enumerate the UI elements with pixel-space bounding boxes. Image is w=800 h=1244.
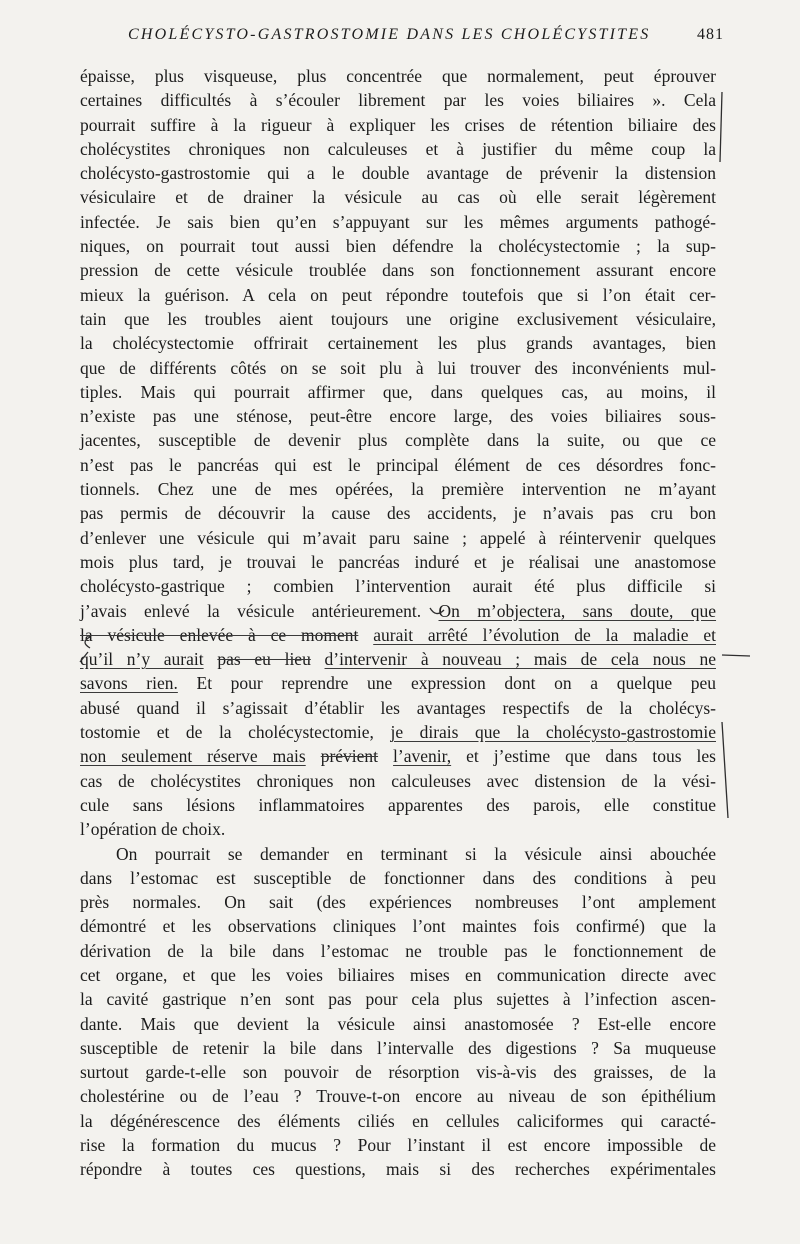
- text-line: répondre à toutes ces questions, mais si des recherches expérimentales: [80, 1159, 716, 1180]
- text-line: d’enlever une vésicule qui m’avait paru saine ; appelé à réintervenir quelques: [80, 527, 716, 548]
- underlined-passage: l’avenir,: [393, 746, 452, 767]
- text-line: tiples. Mais qui pourrait affirmer que, dans quelques cas, au moins, il: [80, 381, 716, 402]
- underlined-passage: d’intervenir à nouveau ; mais de cela nous ne: [324, 649, 716, 670]
- text-line: [80, 720, 716, 744]
- text-line: mieux la guérison. A cela on peut répondre toutefois que si l’on était cer-: [80, 284, 716, 305]
- text-line: l’opération de choix.: [80, 819, 226, 840]
- text-line: mois plus tard, je trouvai le pancréas induré et je réalisai une anastomose: [80, 551, 716, 572]
- text-line: près normales. On sait (des expériences nombreuses l’ont amplement: [80, 892, 716, 913]
- text-line: On pourrait se demander en terminant si la vésicule ainsi abouchée: [116, 843, 716, 864]
- text-segment: Et pour reprendre une expression dont on a quelque peu: [196, 673, 716, 694]
- underlined-passage: On m’objectera, sans doute, que: [438, 600, 717, 621]
- text-line: certaines difficultés à s’écouler librement par les voies biliaires ». Cela: [80, 90, 716, 111]
- underlined-passage: non seulement réserve mais: [80, 746, 306, 767]
- text-line: pression de cette vésicule troublée dans son fonctionnement assurant encore: [80, 260, 716, 281]
- text-line: dante. Mais que devient la vésicule ainsi anastomosée ? Est-elle encore: [80, 1013, 716, 1034]
- margin-mark-line: [722, 655, 750, 656]
- text-line: la dégénérescence des éléments ciliés en cellules caliciformes qui caracté-: [80, 1110, 716, 1131]
- text-line: pas permis de découvrir la cause des accidents, je n’avais pas cru bon: [80, 503, 716, 524]
- running-title: CHOLÉCYSTO-GASTROSTOMIE DANS LES CHOLÉCYSTITES: [128, 26, 651, 43]
- text-line: tionnels. Chez une de mes opérées, la première intervention ne m’ayant: [80, 479, 716, 500]
- text-segment: et j’estime que dans tous les: [466, 746, 716, 767]
- text-line: [80, 623, 716, 647]
- text-line: épaisse, plus visqueuse, plus concentrée que normalement, peut éprouver: [80, 66, 716, 86]
- text-line: démontré et les observations cliniques l’ont maintes fois confirmé) que la: [80, 916, 716, 937]
- text-line: cholécysto-gastrostomie qui a le double avantage de prévenir la distension: [80, 163, 716, 184]
- body-text: [80, 64, 716, 1182]
- text-line: cet organe, et que les voies biliaires mises en communication directe avec: [80, 964, 716, 985]
- text-line: abusé quand il s’agissait d’établir les avantages respectifs de la cholécys-: [80, 697, 716, 718]
- text-line: dans l’estomac est susceptible de fonctionner dans des conditions à peu: [80, 867, 716, 888]
- struck-passage: pas eu lieu: [217, 649, 311, 670]
- text-line: cule sans lésions inflammatoires apparentes des parois, elle constitue: [80, 794, 716, 815]
- text-line: n’existe pas une sténose, peut-être encore large, des voies biliaires sous-: [80, 406, 716, 427]
- underlined-passage: aurait arrêté l’évolution de la maladie et: [373, 624, 716, 645]
- underlined-passage: qu’il n’y aurait: [80, 649, 204, 670]
- text-line: cas de cholécystites chroniques non calculeuses avec distension de la vési-: [80, 770, 716, 791]
- text-line: tain que les troubles aient toujours une origine exclusivement vésiculaire,: [80, 308, 716, 329]
- text-line: cholécysto-gastrique ; combien l’intervention aurait été plus difficile si: [80, 576, 716, 597]
- text-line: la cholécystectomie offrirait certainement les plus grands avantages, bien: [80, 333, 716, 354]
- text-line: [80, 647, 716, 671]
- text-line: susceptible de retenir la bile dans l’intervalle des digestions ? Sa muqueuse: [80, 1037, 716, 1058]
- text-line: [80, 671, 716, 695]
- margin-mark-line: [722, 722, 728, 818]
- text-line: cholécystites chroniques non calculeuses et à justifier du même coup la: [80, 138, 716, 159]
- text-line: cholestérine ou de l’eau ? Trouve-t-on encore au niveau de son épithélium: [80, 1086, 716, 1107]
- page-header: [120, 26, 724, 52]
- underlined-passage: je dirais que la cholécysto-gastrostomie: [390, 722, 716, 743]
- text-line: [80, 744, 716, 768]
- text-line: surtout garde-t-elle son pouvoir de résorption vis-à-vis des graisses, de la: [80, 1062, 716, 1083]
- struck-passage: la vésicule enlevée à ce moment: [80, 624, 359, 645]
- text-line: [80, 599, 716, 623]
- text-line: que de différents côtés on se soit plu à lui trouver des inconvénients mul-: [80, 357, 716, 378]
- struck-passage: prévient: [320, 746, 379, 767]
- text-segment: tostomie et de la cholécystectomie,: [80, 722, 374, 743]
- text-line: infectée. Je sais bien qu’en s’appuyant sur les mêmes arguments pathogé-: [80, 211, 716, 232]
- underlined-passage: savons rien.: [80, 673, 178, 694]
- text-line: dérivation de la bile dans l’estomac ne trouble pas le fonctionnement de: [80, 940, 716, 961]
- text-line: vésiculaire et de drainer la vésicule au cas où elle serait légèrement: [80, 187, 716, 208]
- text-line: niques, on pourrait tout aussi bien défendre la cholécystectomie ; la sup-: [80, 236, 716, 257]
- text-line: jacentes, susceptible de devenir plus complète dans la suite, ou que ce: [80, 430, 716, 451]
- page-number: 481: [697, 26, 724, 43]
- text-line: n’est pas le pancréas qui est le principal élément de ces désordres fonc-: [80, 454, 716, 475]
- margin-mark-line: [720, 92, 722, 162]
- text-line: la cavité gastrique n’en sont pas pour cela plus sujettes à l’infection ascen-: [80, 989, 716, 1010]
- text-line: rise la formation du mucus ? Pour l’instant il est encore impossible de: [80, 1135, 716, 1156]
- text-line: pourrait suffire à la rigueur à expliquer les crises de rétention biliaire des: [80, 114, 716, 135]
- text-segment: j’avais enlevé la vésicule antérieurement.: [80, 600, 422, 621]
